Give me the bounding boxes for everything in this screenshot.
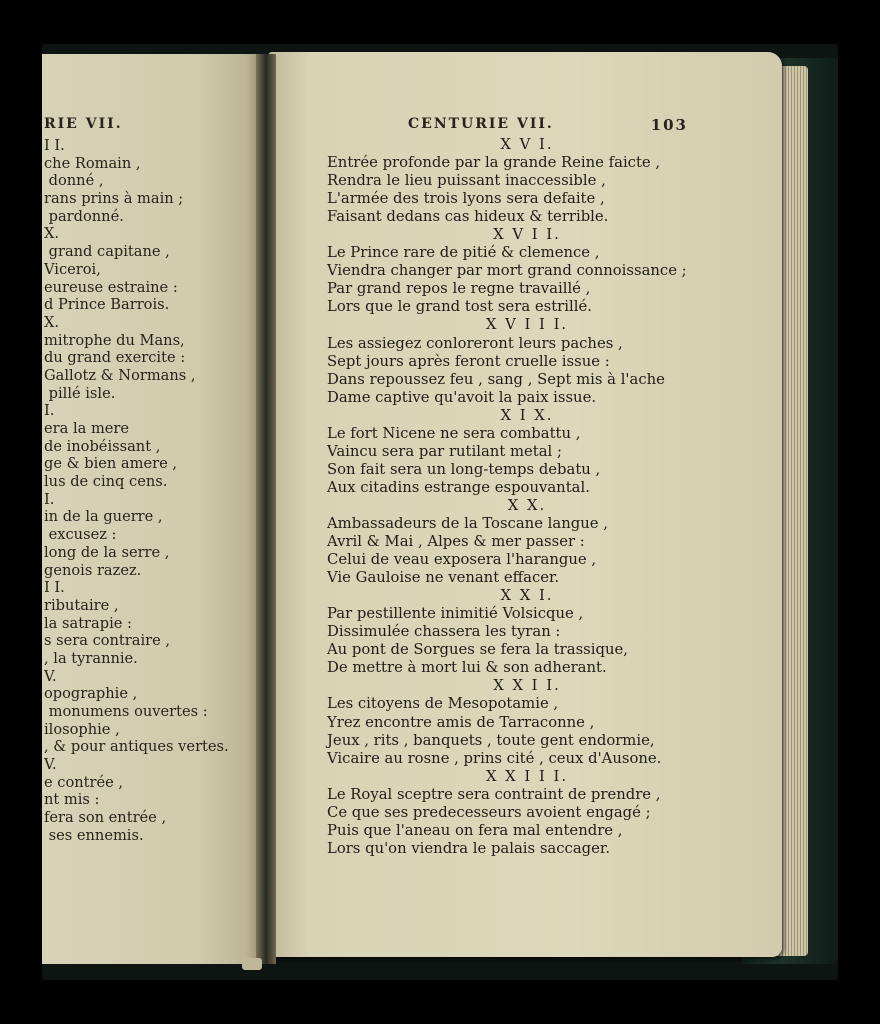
left-page-line: ses ennemis. <box>44 826 144 844</box>
left-page-line: opographie , <box>44 685 138 703</box>
left-page-line: Viceroi, <box>44 260 101 278</box>
left-page-line: e contrée , <box>44 773 124 791</box>
quatrain-number: X X I I. <box>493 677 561 695</box>
left-page-line: I I. <box>44 579 65 597</box>
verse-line: Lors qu'on viendra le palais saccager. <box>327 839 611 857</box>
left-page-line: grand capitane , <box>44 243 170 261</box>
left-page-line: era la mere <box>44 420 130 437</box>
verse-line: Le fort Nicene ne sera combattu , <box>327 424 581 442</box>
verse-line: Son fait sera un long-temps debatu , <box>327 460 601 478</box>
verse-line: Vaincu sera par rutilant metal ; <box>327 442 562 460</box>
left-page-text <box>44 137 244 845</box>
left-page-line: du grand exercite : <box>44 349 186 367</box>
verse-line: Dans repoussez feu , sang , Sept mis à l'ache <box>327 370 665 388</box>
quatrain-number: X V I I. <box>493 226 561 244</box>
left-page-line: pillé isle. <box>44 384 116 402</box>
verse-line: Dame captive qu'avoit la paix issue. <box>327 388 597 406</box>
verse-line: Faisant dedans cas hideux & terrible. <box>327 208 609 226</box>
left-page-line: excusez : <box>44 526 117 544</box>
right-page-header <box>408 116 688 134</box>
verse-line: Sept jours après feront cruelle issue : <box>327 352 610 370</box>
verse-line: Puis que l'aneau on fera mal entendre , <box>327 821 623 839</box>
left-page-line: X. <box>44 313 60 331</box>
left-page-line: de inobéissant , <box>44 437 161 455</box>
quatrain-number: X V I I I. <box>485 316 569 334</box>
left-page-line: ilosophie , <box>44 720 120 738</box>
left-page-line: s sera contraire , <box>44 632 171 650</box>
verse-line: Au pont de Sorgues se fera la trassique, <box>327 641 628 659</box>
left-page-line: I I. <box>44 137 65 154</box>
left-page-line: Gallotz & Normans , <box>44 366 196 384</box>
left-page-line: fera son entrée , <box>44 809 167 827</box>
verse-line: Ce que ses predecesseurs avoient engagé ; <box>327 803 651 821</box>
left-page-line: donné , <box>44 172 104 190</box>
verse-line: Par pestillente inimitié Volsicque , <box>327 605 584 623</box>
left-page-line: I. <box>44 490 55 508</box>
left-page-line: , la tyrannie. <box>44 649 138 667</box>
verse-line: Lors que le grand tost sera estrillé. <box>327 298 592 316</box>
left-page-line: V. <box>44 756 57 774</box>
verse-line: Les citoyens de Mesopotamie , <box>327 695 559 713</box>
verse-line: Vie Gauloise ne venant effacer. <box>327 569 560 587</box>
left-page-line: pardonné. <box>44 207 124 225</box>
page-number: 103 <box>650 116 688 134</box>
left-page-line: monumens ouvertes : <box>44 703 208 720</box>
left-page-line: V. <box>44 667 57 685</box>
verse-line: Vicaire au rosne , prins cité , ceux d'Ausone. <box>327 749 662 767</box>
quatrain-number: X I X. <box>500 406 554 424</box>
verse-line: Dissimulée chassera les tyran : <box>327 623 561 641</box>
verse-line: Aux citadins estrange espouvantal. <box>327 478 590 496</box>
left-page-line: ge & bien amere , <box>44 455 177 473</box>
running-title: CENTURIE VII. <box>408 116 554 132</box>
left-page-line: nt mis : <box>44 791 100 809</box>
right-page-text <box>327 136 727 858</box>
left-page-line: in de la guerre , <box>44 508 163 526</box>
left-page-line: rans prins à main ; <box>44 190 184 208</box>
quatrain-number: X V I. <box>500 136 554 153</box>
quatrain-number: X X I I I. <box>485 767 569 785</box>
verse-line: Avril & Mai , Alpes & mer passer : <box>327 533 585 551</box>
left-page-line: I. <box>44 402 55 420</box>
verse-line: Le Royal sceptre sera contraint de prendre , <box>327 785 661 803</box>
left-page-line: la satrapie : <box>44 614 132 632</box>
book-gutter <box>256 54 276 964</box>
left-page-line: ributaire , <box>44 596 119 614</box>
verse-line: Yrez encontre amis de Tarraconne , <box>327 713 595 731</box>
verse-line: Le Prince rare de pitié & clemence , <box>327 244 600 262</box>
verse-line: Viendra changer par mort grand connoissance ; <box>327 262 687 280</box>
verse-line: Jeux , rits , banquets , toute gent endormie, <box>327 731 655 749</box>
left-page-line: eureuse estraine : <box>44 278 178 296</box>
verse-line: Entrée profonde par la grande Reine faicte , <box>327 154 661 172</box>
quatrain-number: X X. <box>507 496 547 514</box>
verse-line: De mettre à mort lui & son adherant. <box>327 659 607 677</box>
verse-line: Les assiegez conloreront leurs paches , <box>327 334 623 352</box>
verse-line: L'armée des trois lyons sera defaite , <box>327 190 605 208</box>
verse-line: Rendra le lieu puissant inaccessible , <box>327 172 606 190</box>
verse-line: Ambassadeurs de la Toscane langue , <box>327 514 608 532</box>
left-page-line: mitrophe du Mans, <box>44 331 185 349</box>
quatrain-number: X X I. <box>500 587 554 605</box>
left-page-line: X. <box>44 225 60 243</box>
verse-line: Par grand repos le regne travaillé , <box>327 280 591 298</box>
left-page-line: , & pour antiques vertes. <box>44 738 229 756</box>
left-page-line: genois razez. <box>44 561 142 579</box>
paper-strip <box>242 958 262 970</box>
left-page-line: che Romain , <box>44 154 141 172</box>
left-page-line: long de la serre , <box>44 543 170 561</box>
left-page-line: d Prince Barrois. <box>44 296 170 314</box>
left-page-header: RIE VII. <box>44 116 123 132</box>
verse-line: Celui de veau exposera l'harangue , <box>327 551 597 569</box>
left-page-line: lus de cinq cens. <box>44 473 168 491</box>
